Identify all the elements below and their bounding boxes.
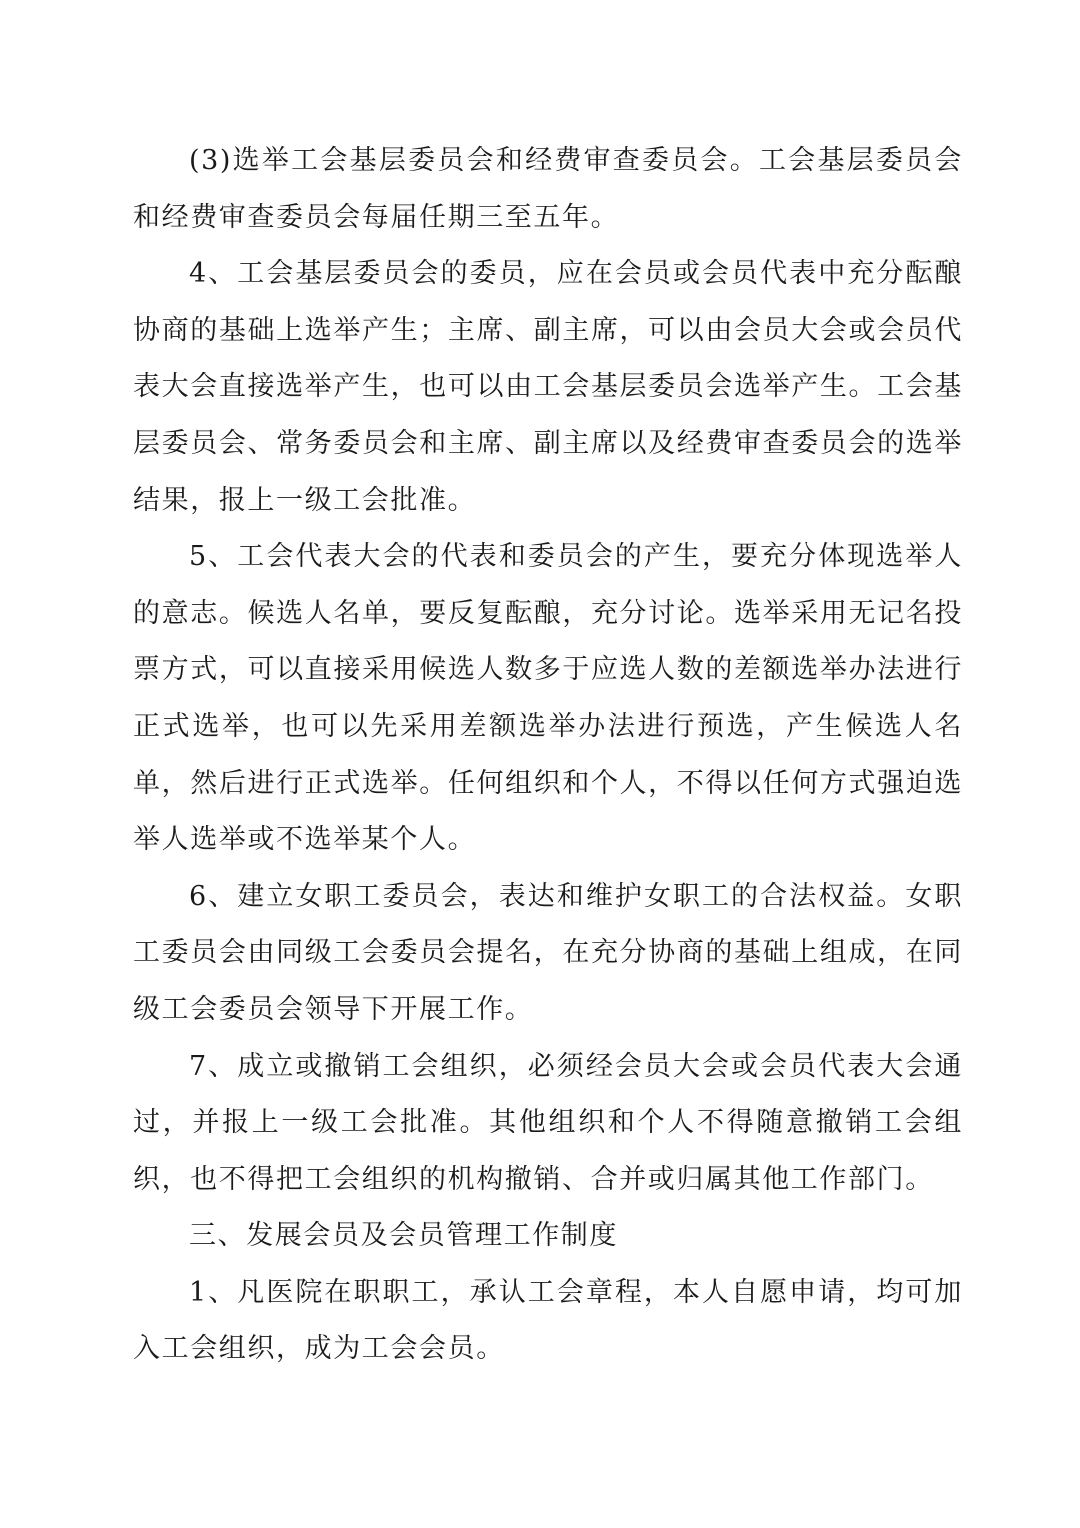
paragraph-item-7: 7、成立或撤销工会组织，必须经会员大会或会员代表大会通过，并报上一级工会批准。其他组织和个人不得随意撤销工会组织，也不得把工会组织的机构撤销、合并或归属其他工作部门。 xyxy=(133,1050,963,1195)
document-body xyxy=(133,133,963,1378)
paragraph-election-committees: (3)选举工会基层委员会和经费审查委员会。工会基层委员会和经费审查委员会每届任期三至五年。 xyxy=(133,145,963,233)
paragraph-item-5: 5、工会代表大会的代表和委员会的产生，要充分体现选举人的意志。候选人名单，要反复酝酿，充分讨论。选举采用无记名投票方式，可以直接采用候选人数多于应选人数的差额选举办法进行正式选举，也可以先采用差额选举办法进行预选，产生候选人名单，然后进行正式选举。任何组织和个人，不得以任何方式强迫选举人选举或不选举某个人。 xyxy=(133,541,963,856)
paragraph-item-4: 4、工会基层委员会的委员，应在会员或会员代表中充分酝酿协商的基础上选举产生；主席、副主席，可以由会员大会或会员代表大会直接选举产生，也可以由工会基层委员会选举产生。工会基层委员会、常务委员会和主席、副主席以及经费审查委员会的选举结果，报上一级工会批准。 xyxy=(133,258,963,516)
paragraph-membership-1: 1、凡医院在职职工，承认工会章程，本人自愿申请，均可加入工会组织，成为工会会员。 xyxy=(133,1276,963,1365)
paragraph-item-6: 6、建立女职工委员会，表达和维护女职工的合法权益。女职工委员会由同级工会委员会提名，在充分协商的基础上组成，在同级工会委员会领导下开展工作。 xyxy=(133,880,963,1025)
section-heading-3: 三、发展会员及会员管理工作制度 xyxy=(189,1220,618,1252)
